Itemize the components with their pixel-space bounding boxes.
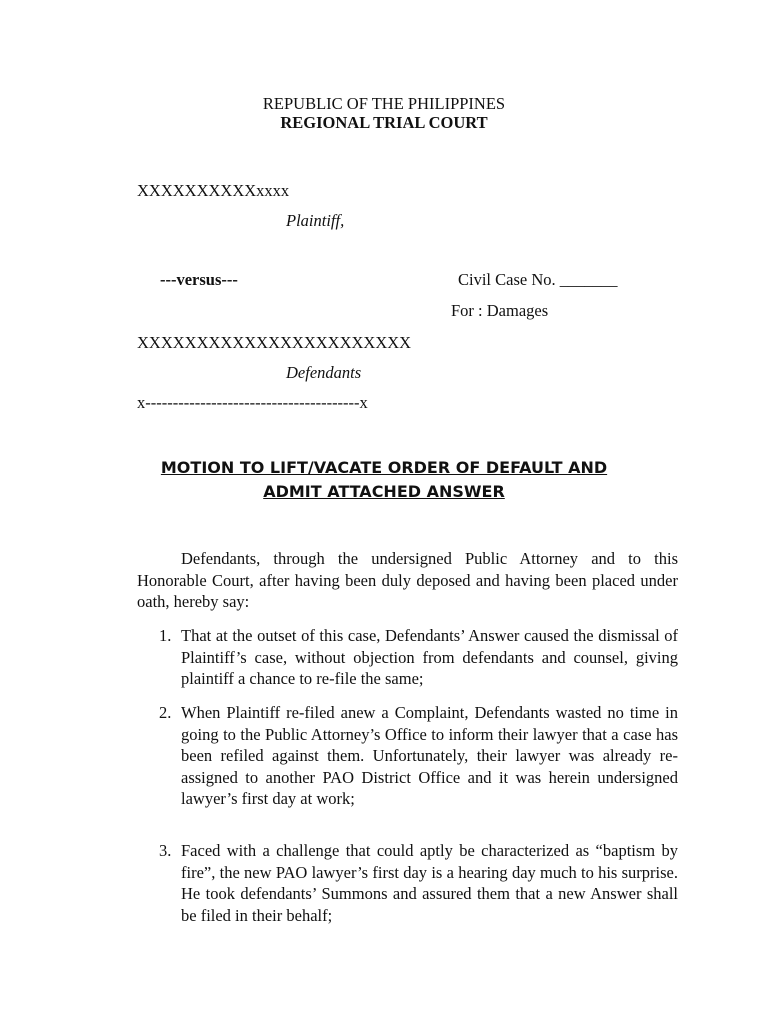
plaintiff-label: Plaintiff, [286, 211, 345, 230]
list-item-number: 2. [159, 703, 172, 722]
plaintiff-name: XXXXXXXXXXxxxx [137, 181, 290, 200]
case-nature: For : Damages [451, 301, 549, 320]
caption-separator: x---------------------------------------x [137, 393, 368, 412]
republic-heading: REPUBLIC OF THE PHILIPPINES [262, 94, 506, 113]
list-item-number: 1. [159, 626, 172, 645]
list-item-text: Faced with a challenge that could aptly be characterized as “baptism by fire”, the new PAO lawyer’s first day is a hearing day much to his surprise. He took defendants’ Summons and assured them that a new Answer shall be filed in their behalf; [181, 841, 678, 925]
motion-title-line-1 [0, 458, 768, 478]
motion-title-text-2: ADMIT ATTACHED ANSWER [263, 482, 505, 501]
defendant-name: XXXXXXXXXXXXXXXXXXXXXXX [137, 333, 412, 352]
court-heading: REGIONAL TRIAL COURT [280, 113, 488, 132]
motion-title-text-1: MOTION TO LIFT/VACATE ORDER OF DEFAULT AND [160, 458, 608, 477]
list-item-number: 3. [159, 841, 172, 860]
list-item-text: That at the outset of this case, Defendants’ Answer caused the dismissal of Plaintiff’s case, without objection from defendants and counsel, giving plaintiff a chance to re-file the same; [181, 626, 678, 688]
versus-label: ---versus--- [160, 270, 238, 289]
civil-case-number: Civil Case No. _______ [458, 270, 618, 289]
defendant-label: Defendants [286, 363, 362, 382]
list-item-text: When Plaintiff re-filed anew a Complaint, Defendants wasted no time in going to the Public Attorney’s Office to inform their lawyer that a case has been refiled against them. Unfortunately, their lawyer was already re-assigned to another PAO District Office and it was herein undersigned lawyer’s first day at work; [181, 703, 678, 808]
motion-title-line-2 [0, 482, 768, 502]
intro-paragraph: Defendants, through the undersigned Public Attorney and to this Honorable Court, after having been duly deposed and having been placed under oath, hereby say: [137, 549, 678, 611]
